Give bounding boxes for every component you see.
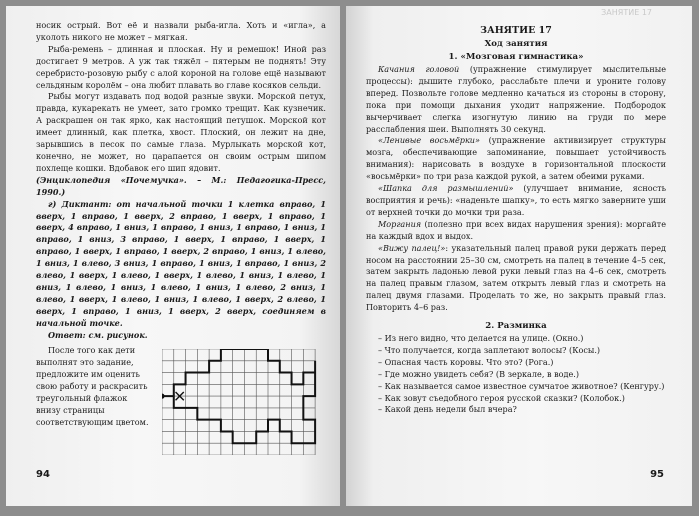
source-reference: (Энциклопедия «Почемучка». – М.: Педагогика-Пресс, 1990.) [36, 174, 326, 197]
exercise-text: (полезно при всех видах нарушения зрения): моргайте на каждый вдох и выдох. [366, 218, 666, 241]
exercise-term: «Вижу палец!» [378, 242, 446, 253]
start-point [162, 394, 165, 399]
exercise-text: (упражнение стимулирует мыслительные процессы): дышите глубоко, расслабьте плечи и уроните голову вперед. Позвольте голове медленно качаться из стороны в сторону, пока при помощи дыхания уходит напряжение. Подбородок вычерчивает слегка изогнутую линию на груди по мере расслабления шеи. Выполнять 30 секунд. [366, 64, 666, 134]
riddle-item: – Что получается, когда заплетают волосы? (Косы.) [378, 344, 601, 355]
exercise-text: (упражнение активизирует структуры мозга, обеспечивающие запоминание, повышает устойчивость внимания): нарисовать в воздухе в горизонтальной плоскости «восьмёрки» по три раза каждой рукой, а затем обеими руками. [366, 135, 666, 182]
riddle-item: – Где можно увидеть себя? (В зеркале, в воде.) [378, 368, 580, 379]
right-page [346, 6, 692, 506]
exercise-text: : указательный палец правой руки держать перед носом на расстоянии 25–30 см, смотреть на палец в течение 4–5 сек, затем закрыть ладонью левой руки левый глаз на 4–6 сек, смотреть на палец правым глазом, затем открыть левый глаз и смотреть на палец двумя глазами. Проделать то же, но закрыть правый глаз. Повторить 4–6 раз. [366, 242, 666, 313]
exercise-head-swings [366, 64, 666, 135]
exercise-term: «Шапка для размышлений» [378, 183, 514, 194]
paragraph-needlefish: носик острый. Вот её и назвали рыба-игла. Хоть и «игла», а уколоть никого не может – мягкая. [36, 20, 326, 42]
riddle-item: – Как называется самое известное сумчатое животное? (Кенгуру.) [378, 380, 665, 391]
page-number-right: 95 [650, 469, 664, 480]
paragraph-fish-sounds: Рыбы могут издавать под водой разные звуки. Морской петух, правда, кукарекать не умеет, зато громко трещит. Как кузнечик. А раскрашен он так ярко, как настоящий петушок. Морской кот имеет длинный, как плетка, хвост. Плоский, он лежит на дне, зарывшись в песок по самые глаза. Мурлыкать морской кот, конечно, не может, но царапается он своим острым шипом похлеще кошки. Вдобавок его шип ядовит. [36, 91, 326, 173]
fish-grid-drawing [162, 349, 318, 455]
bleed-through-text: ЗАНЯТИЕ 17 [601, 8, 652, 17]
paragraph-oarfish: Рыба-ремень – длинная и плоская. Ну и ремешок! Иной раз достигает 9 метров. А уж так тяжёл – пятерым не поднять! Эту серебристо-розовую рыбу с алой короной на голове ещё называют сельдяным королём – она любит плавать во главе косяков сельди. [36, 43, 326, 90]
figure-caption-box [36, 345, 154, 428]
lesson-title: ЗАНЯТИЕ 17 [480, 25, 552, 36]
exercise-see-finger [366, 243, 666, 314]
figure-row [36, 345, 326, 465]
exercise-thinking-cap [366, 183, 666, 219]
riddle-item: – Из него видно, что делается на улице. (Окно.) [378, 333, 584, 344]
section-heading-brain-gym: 1. «Мозговая гимнастика» [448, 52, 584, 62]
exercise-term: Моргания [378, 218, 422, 229]
dictation-text: г) Диктант: от начальной точки 1 клетка вправо, 1 вверх, 1 вправо, 1 вверх, 2 вправо, 1 вверх, 1 вправо, 1 вверх, 4 вправо, 1 вниз, 1 вправо, 1 вниз, 1 вправо, 1 вниз, 1 вправо, 1 вниз, 3 вправо, 1 вверх, 1 вправо, 1 вверх, 1 вправо, 1 вверх, 1 вправо, 1 вверх, 2 вправо, 1 вниз, 1 влево, 1 вниз, 1 влево, 3 вниз, 1 вправо, 1 вниз, 1 вправо, 1 вниз, 2 влево, 1 вверх, 1 влево, 1 вверх, 1 влево, 1 вниз, 1 влево, 1 вниз, 1 влево, 1 вниз, 1 влево, 1 вниз, 1 влево, 2 вниз, 1 влево, 1 вверх, 1 влево, 1 вниз, 1 влево, 1 вверх, 2 влево, 1 вверх, 1 вправо, 1 вниз, 1 вверх, 2 вверх, соединяем в начальной точке. [36, 198, 326, 328]
lesson-subtitle: Ход занятия [484, 39, 548, 49]
page-number-left: 94 [36, 469, 50, 480]
exercise-blinking [366, 219, 666, 243]
riddle-item: – Какой день недели был вчера? [378, 404, 517, 415]
left-page [6, 6, 340, 506]
answer-text: Ответ: см. рисунок. [48, 329, 148, 340]
section-heading-warmup: 2. Разминка [485, 321, 547, 332]
exercise-text: (улучшает внимание, ясность восприятия и речь): «наденьте шапку», то есть мягко заверните уши от верхней точки до мочки три раза. [366, 183, 667, 217]
riddle-item: – Как зовут съедобного героя русской сказки? (Колобок.) [378, 392, 625, 403]
riddle-item: – Опасная часть коровы. Что это? (Рога.) [378, 356, 554, 367]
figure-caption: После того как дети выполнят это задание, предложите им оценить свою работу и раскрасить треугольный флажок внизу страницы соответствующим цветом. [36, 345, 149, 427]
exercise-term: «Ленивые восьмёрки» [378, 135, 480, 146]
exercise-term: Качания головой [378, 64, 460, 74]
exercise-lazy-eights [366, 135, 666, 183]
